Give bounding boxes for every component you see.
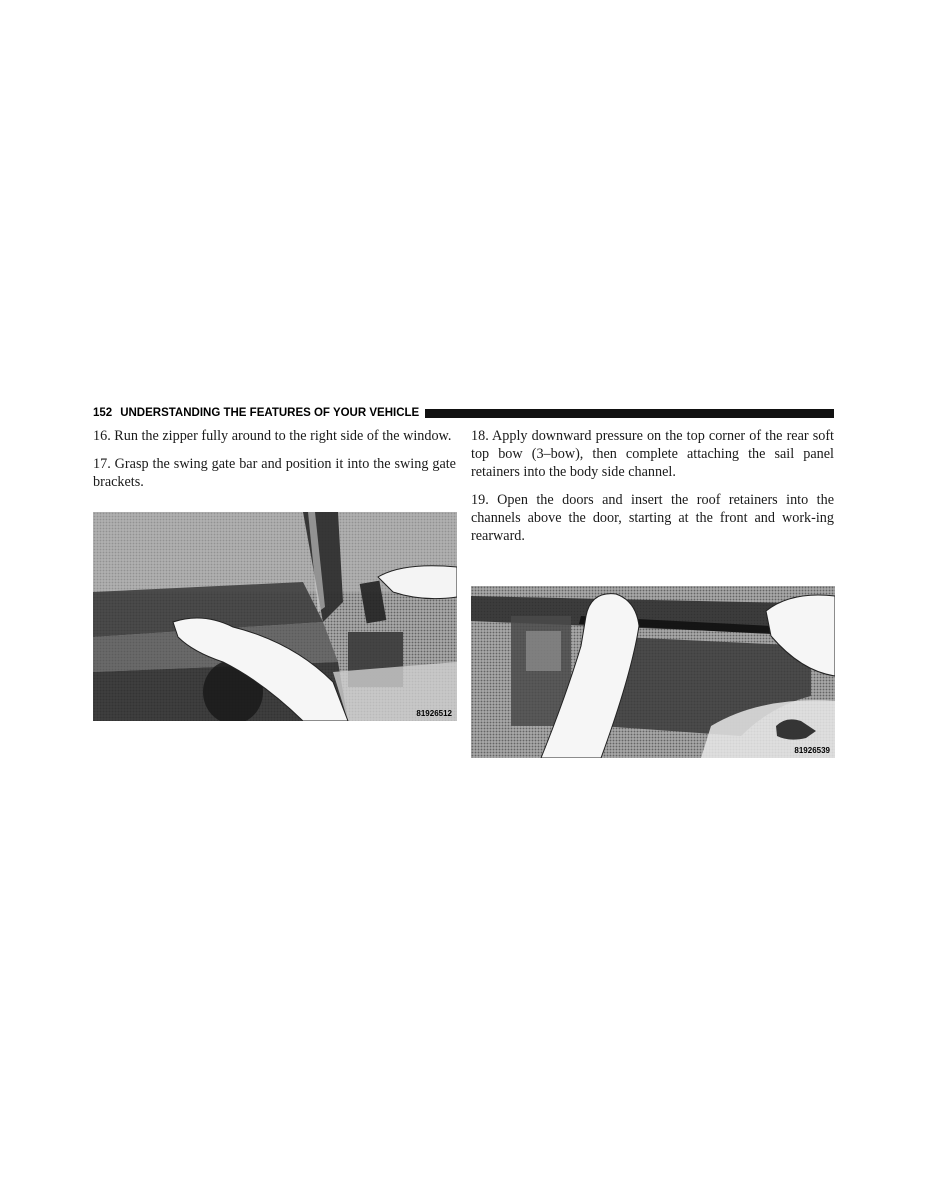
roof-retainer-drawing bbox=[471, 586, 835, 758]
page-number: 152 bbox=[93, 407, 113, 419]
figure-code-left: 81926512 bbox=[416, 709, 452, 718]
header-rule bbox=[425, 409, 834, 418]
right-column bbox=[471, 427, 834, 555]
step-17: 17. Grasp the swing gate bar and position it into the swing gate brackets. bbox=[93, 456, 456, 490]
swing-gate-drawing bbox=[93, 512, 457, 721]
step-18: 18. Apply downward pressure on the top corner of the rear soft top bow (3–bow), then complete attaching the sail panel retainers into the body side channel. bbox=[471, 428, 834, 480]
roof-retainer-illustration bbox=[471, 586, 835, 758]
figure-code-right: 81926539 bbox=[794, 746, 830, 755]
step-16: 16. Run the zipper fully around to the right side of the window. bbox=[93, 428, 452, 444]
step-19: 19. Open the doors and insert the roof retainers into the channels above the door, starting at the front and work-ing rearward. bbox=[471, 492, 834, 544]
section-title: UNDERSTANDING THE FEATURES OF YOUR VEHICLE bbox=[120, 407, 420, 419]
left-column bbox=[93, 427, 456, 501]
page-header bbox=[93, 406, 834, 420]
swing-gate-illustration bbox=[93, 512, 457, 721]
